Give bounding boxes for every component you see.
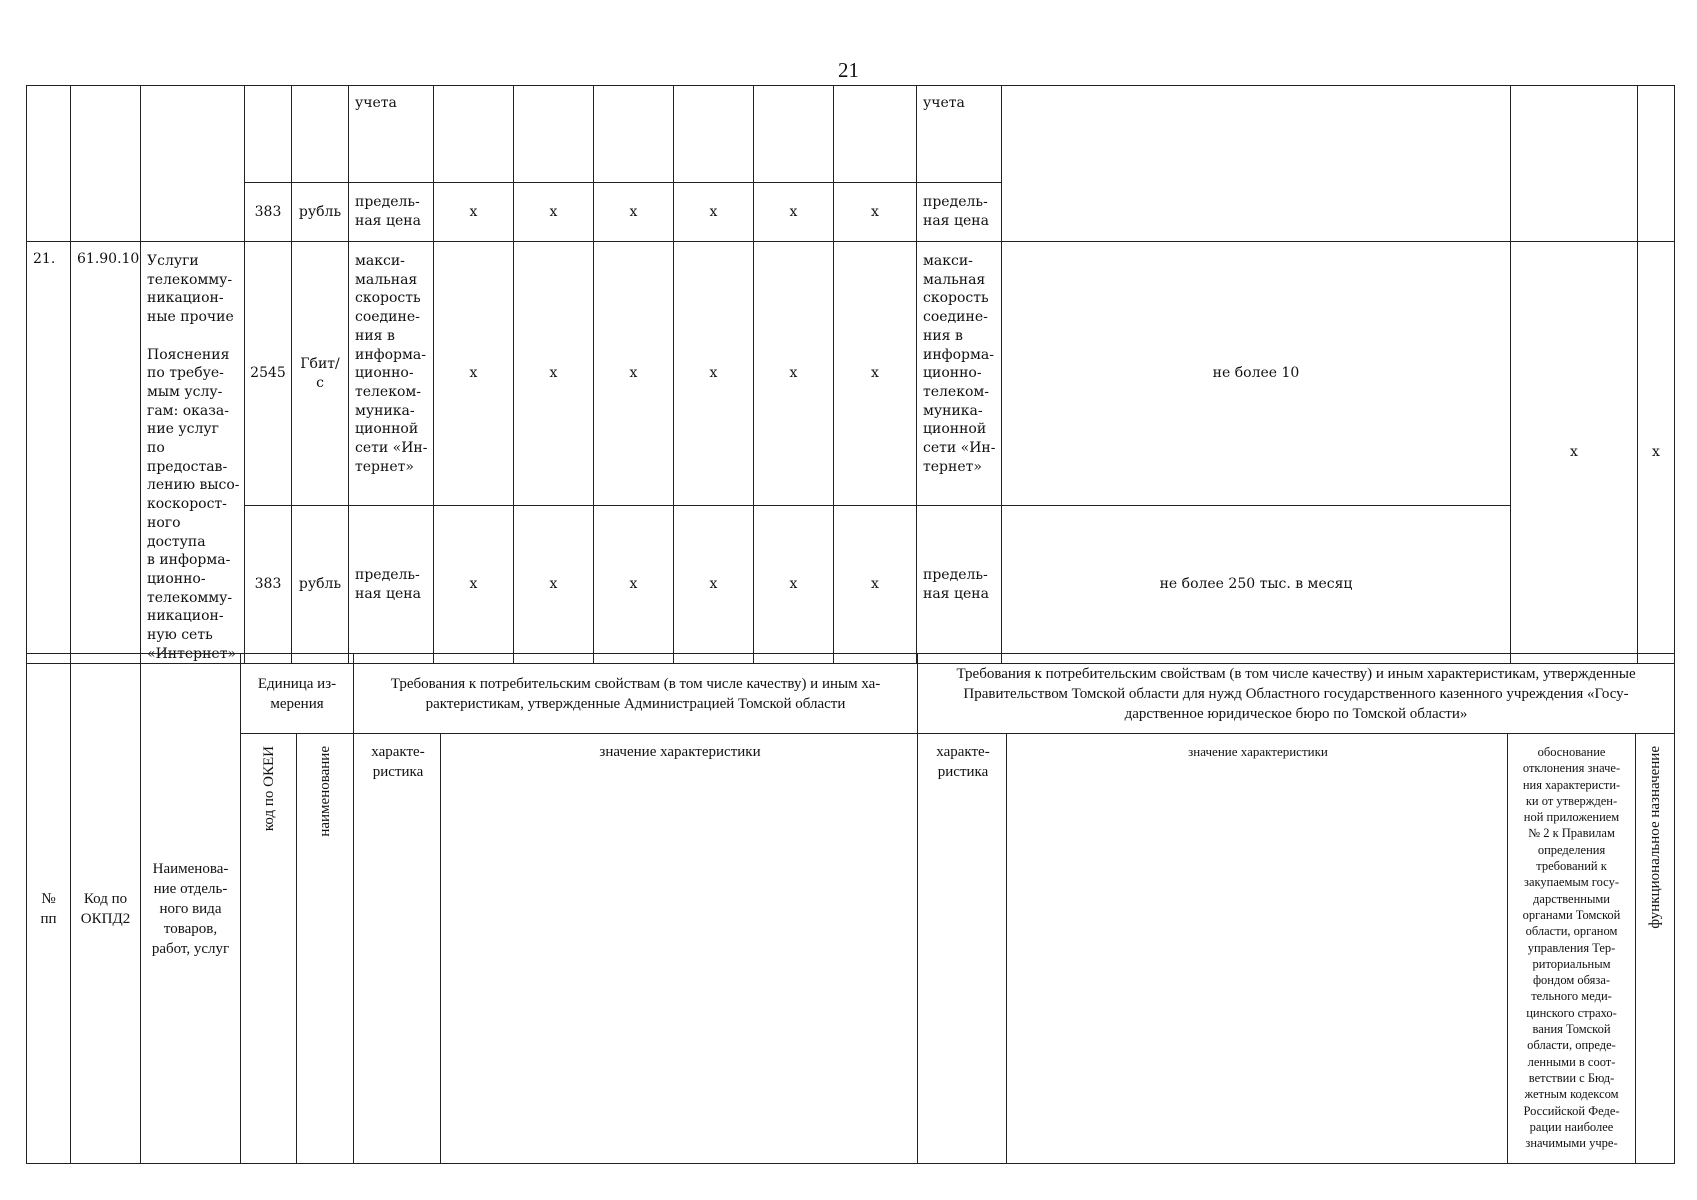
row21-justification: x <box>1511 242 1638 664</box>
header-num: № пп <box>27 654 71 1164</box>
page-number: 21 <box>838 58 859 82</box>
header-requirements-government: Требования к потребительским свойствам (в том числе качеству) и иным характеристикам, утвержденные Правительством Томской области для нужд Областного государственного казенного учреждения «Госу- дарственное юридическое бюро по Томской области» <box>918 654 1675 734</box>
row21-speed-x: x <box>514 242 594 506</box>
cont-char-a: учета <box>349 86 434 183</box>
row21-speed-x: x <box>674 242 754 506</box>
cont-justification-cell <box>1511 86 1638 242</box>
header-okei-code-label: код по ОКЕИ <box>260 746 277 832</box>
cont-value-cell <box>1002 86 1511 242</box>
header-characteristic-b: характе- ристика <box>918 734 1007 1164</box>
cont-empty-a1 <box>434 86 514 183</box>
requirements-table-continuation <box>26 85 1675 664</box>
row21-price-unit: рубль <box>292 506 349 664</box>
cont-price-x: x <box>434 183 514 242</box>
cont-empty-a5 <box>754 86 834 183</box>
row21-price-x: x <box>434 506 514 664</box>
row21-speed-x: x <box>834 242 917 506</box>
header-value-b: значение характеристики <box>1007 734 1508 1164</box>
cont-price-x: x <box>594 183 674 242</box>
row21-price-char-right: предель- ная цена <box>917 506 1002 664</box>
header-function-label: функциональное назначение <box>1647 746 1664 929</box>
cont-empty-a4 <box>674 86 754 183</box>
row21-name: Услуги телекомму- никацион- ные прочие Пояснения по требуе- мым услу- гам: оказа- ние услуг по предостав- лению высо- коскорост- ного доступа в информа- ционно- телекомму- никацион- ную сеть «Интернет» <box>141 242 245 664</box>
cont-price-x: x <box>754 183 834 242</box>
header-unit-name <box>297 734 354 1164</box>
row21-function: x <box>1638 242 1675 664</box>
row21-speed-x: x <box>434 242 514 506</box>
row21-speed-unit: Гбит/ с <box>292 242 349 506</box>
cont-price-x: x <box>674 183 754 242</box>
row21-speed-x: x <box>754 242 834 506</box>
cont-price-unit: рубль <box>292 183 349 242</box>
header-unit-name-label: наименование <box>317 746 333 837</box>
header-value-a: значение характеристики <box>441 734 918 1164</box>
row21-price-x: x <box>594 506 674 664</box>
cont-price-char: предель- ная цена <box>349 183 434 242</box>
cont-unit-cell <box>292 86 349 183</box>
row21-num: 21. <box>27 242 71 664</box>
header-okei-code <box>241 734 297 1164</box>
row21-price-code: 383 <box>245 506 292 664</box>
row21-price-value: не более 250 тыс. в месяц <box>1002 506 1511 664</box>
cont-function-cell <box>1638 86 1675 242</box>
header-unit-group: Единица из- мерения <box>241 654 354 734</box>
header-characteristic-a: характе- ристика <box>354 734 441 1164</box>
cont-price-char-right: предель- ная цена <box>917 183 1002 242</box>
cont-name-cell <box>141 86 245 242</box>
header-item-name: Наименова- ние отдель- ного вида товаров, работ, услуг <box>141 654 241 1164</box>
cont-empty-a3 <box>594 86 674 183</box>
row21-price-x: x <box>754 506 834 664</box>
row21-okpd: 61.90.10 <box>71 242 141 664</box>
requirements-table-header <box>26 653 1675 1164</box>
cont-price-x: x <box>834 183 917 242</box>
cont-price-code: 383 <box>245 183 292 242</box>
row21-speed-char-right: макси- мальная скорость соедине- ния в информа- ционно- телеком- муника- ционной сети «Ин- тернет» <box>917 242 1002 506</box>
row21-speed-x: x <box>594 242 674 506</box>
cont-empty-a2 <box>514 86 594 183</box>
cont-empty-a6 <box>834 86 917 183</box>
row21-speed-char: макси- мальная скорость соедине- ния в информа- ционно- телеком- муника- ционной сети «Ин- тернет» <box>349 242 434 506</box>
header-okpd: Код по ОКПД2 <box>71 654 141 1164</box>
row21-price-x: x <box>834 506 917 664</box>
cont-char-b: учета <box>917 86 1002 183</box>
row21-price-char: предель- ная цена <box>349 506 434 664</box>
cont-num-cell <box>27 86 71 242</box>
row21-price-x: x <box>514 506 594 664</box>
cont-okei-cell <box>245 86 292 183</box>
row21-price-x: x <box>674 506 754 664</box>
row21-speed-value: не более 10 <box>1002 242 1511 506</box>
header-function <box>1636 734 1675 1164</box>
cont-price-x: x <box>514 183 594 242</box>
row21-speed-code: 2545 <box>245 242 292 506</box>
header-justification: обоснование отклонения значе- ния характеристи- ки от утвержден- ной приложением № 2 к Правилам определения требований к закупаемым госу- дарственными органами Томской области, органом управления Тер- риториальным фондом обяза- тельного меди- цинского страхо- вания Томской области, опреде- ленными в соот- ветствии с Бюд- жетным кодексом Российской Феде- рации наиболее значимыми учре- <box>1508 734 1636 1164</box>
header-requirements-admin: Требования к потребительским свойствам (в том числе качеству) и иным ха- рактеристикам, утвержденные Администрацией Томской области <box>354 654 918 734</box>
cont-okpd-cell <box>71 86 141 242</box>
